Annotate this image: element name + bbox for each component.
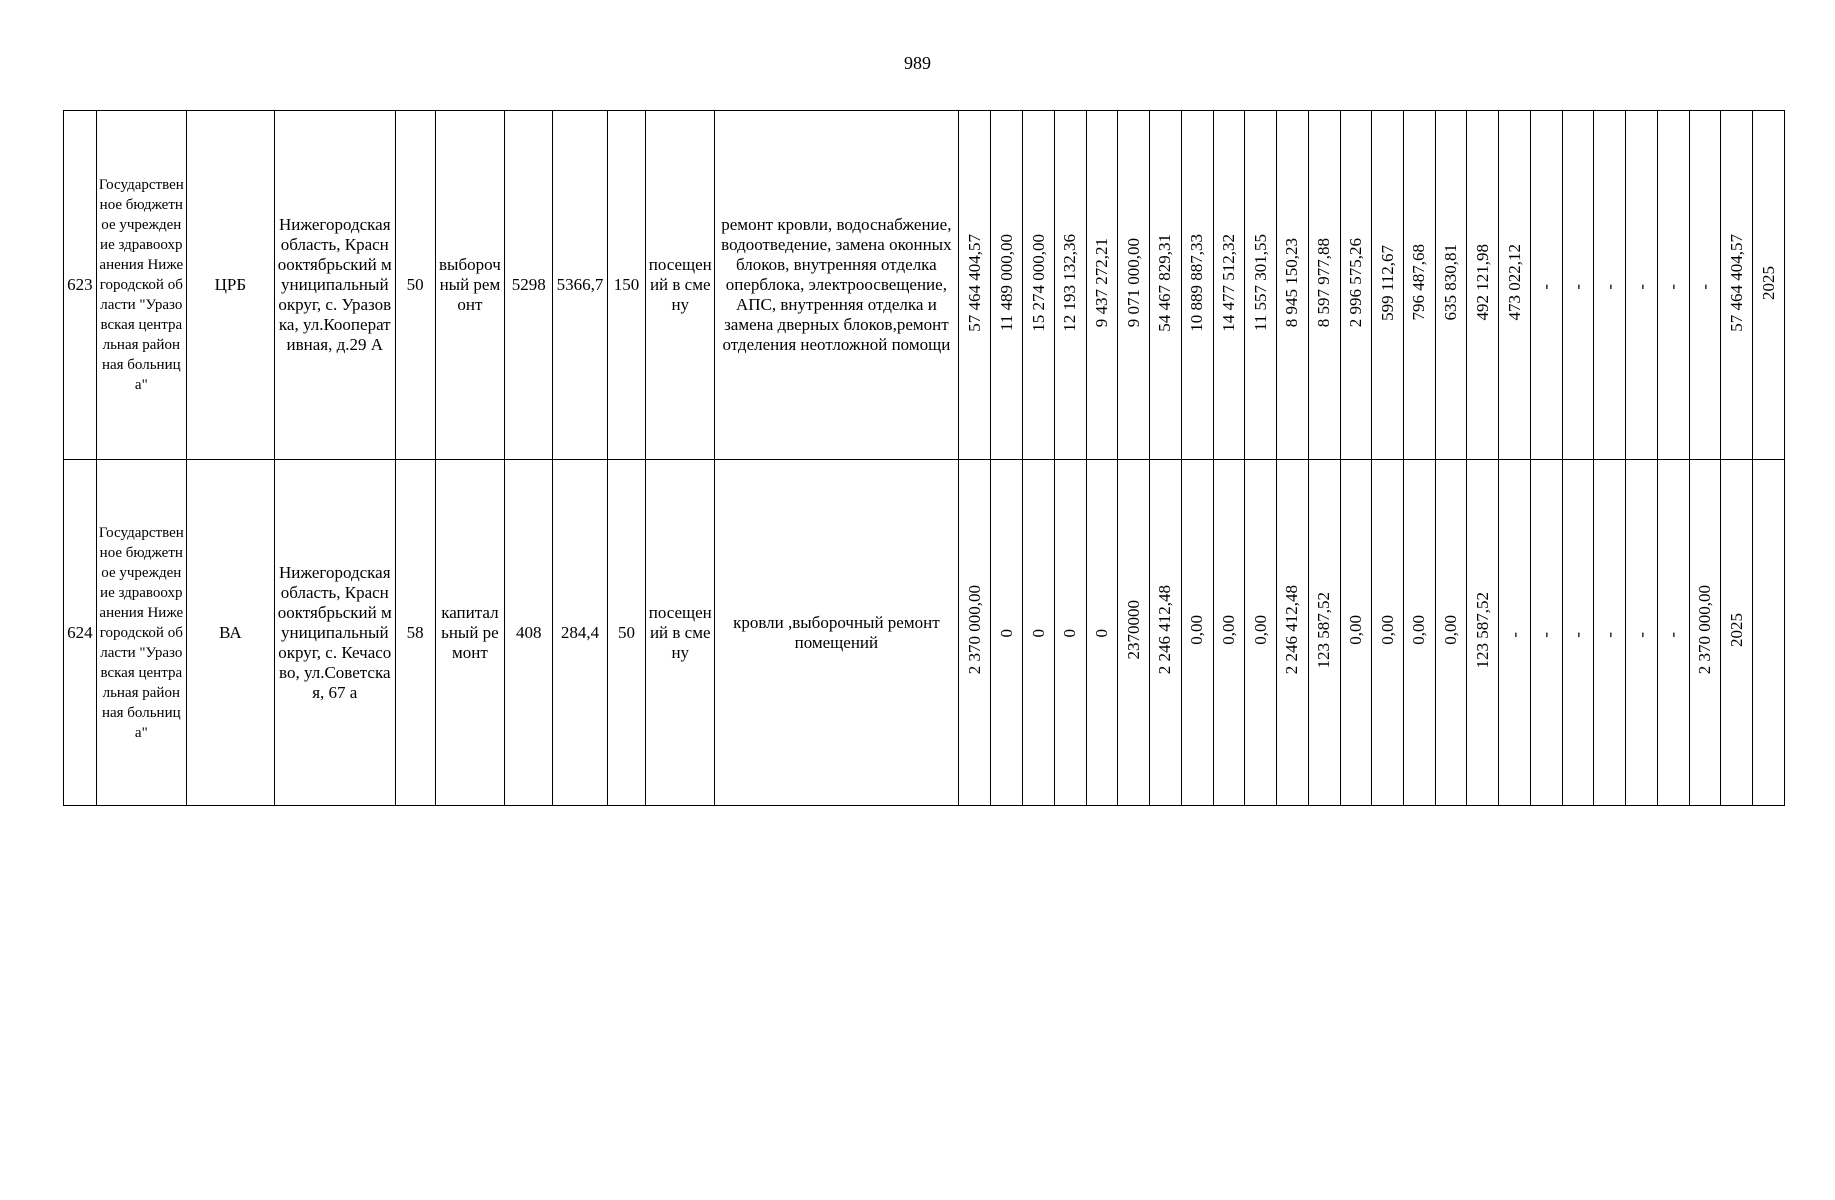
amount-value: 9 071 000,00 xyxy=(1123,237,1143,328)
amount-value: - xyxy=(1568,284,1588,290)
object-type: ЦРБ xyxy=(214,275,247,294)
object-type-cell xyxy=(186,460,274,806)
amount-cell xyxy=(958,460,991,806)
amount-cell xyxy=(1118,460,1150,806)
value-b-cell xyxy=(505,111,553,460)
value-b-cell xyxy=(505,460,553,806)
organization-name: Государственное бюджетное учреждение здравоохранения Нижегородской области "Уразовская центральная районная больница" xyxy=(98,177,184,393)
amount-cell xyxy=(958,111,991,460)
amount-cell xyxy=(991,460,1023,806)
amount-cell xyxy=(1657,111,1689,460)
amount-value: 0,00 xyxy=(1250,615,1270,645)
amount-value: 0 xyxy=(996,629,1016,638)
amount-value: 11 557 301,55 xyxy=(1250,233,1270,332)
amount-value: 0,00 xyxy=(1441,615,1461,645)
value-c: 5366,7 xyxy=(556,275,604,294)
amount-cell xyxy=(1277,460,1309,806)
amount-value: 635 830,81 xyxy=(1441,244,1461,321)
amount-value: 2 370 000,00 xyxy=(964,585,984,675)
amount-cell xyxy=(1308,460,1340,806)
works-description: кровли ,выборочный ремонт помещений xyxy=(733,612,940,652)
amount-cell xyxy=(991,111,1023,460)
organization-name-cell xyxy=(96,460,186,806)
amount-cell xyxy=(1308,111,1340,460)
amount-value: 0,00 xyxy=(1218,615,1238,645)
repair-type: капитальный ремонт xyxy=(441,602,499,662)
amount-value: 2 246 412,48 xyxy=(1155,585,1175,675)
value-d-cell xyxy=(607,111,646,460)
amount-value: - xyxy=(1504,631,1524,638)
amount-cell xyxy=(1277,111,1309,460)
address: Нижегородская область, Краснооктябрьский муниципальный округ, с. Кечасово, ул.Советская, 67 а xyxy=(277,562,392,702)
amount-value: - xyxy=(1536,631,1556,638)
amount-cell xyxy=(1340,460,1372,806)
amount-cell xyxy=(1753,111,1785,460)
organization-name: Государственное бюджетное учреждение здравоохранения Нижегородской области "Уразовская центральная районная больница" xyxy=(98,524,184,741)
amount-value: 10 889 887,33 xyxy=(1187,233,1207,332)
address-cell xyxy=(274,111,395,460)
value-b: 408 xyxy=(516,622,542,642)
row-number-cell xyxy=(64,460,97,806)
amount-cell xyxy=(1245,111,1277,460)
amount-value: 11 489 000,00 xyxy=(996,233,1016,332)
works-description-cell xyxy=(715,111,959,460)
amount-value: 123 587,52 xyxy=(1472,591,1492,669)
value-d: 50 xyxy=(618,622,635,642)
amount-cell xyxy=(1562,460,1594,806)
amount-value: 0,00 xyxy=(1345,615,1365,645)
amount-cell xyxy=(1594,460,1626,806)
amount-cell xyxy=(1372,460,1404,806)
value-c: 284,4 xyxy=(560,622,600,642)
address-cell xyxy=(274,460,395,806)
amount-cell xyxy=(1689,460,1721,806)
amount-value: 8 597 977,88 xyxy=(1314,237,1334,328)
amount-cell xyxy=(1181,460,1213,806)
amount-value: 2025 xyxy=(1726,613,1746,647)
amount-value: - xyxy=(1694,284,1714,290)
amount-cell xyxy=(1626,111,1658,460)
amount-cell xyxy=(1372,111,1404,460)
amount-cell xyxy=(1467,111,1499,460)
data-table xyxy=(63,110,1785,806)
amount-value: 0,00 xyxy=(1409,615,1429,645)
capacity-unit-cell xyxy=(646,460,715,806)
amount-cell xyxy=(1404,111,1436,460)
amount-value: 492 121,98 xyxy=(1472,244,1492,321)
repair-type-cell xyxy=(435,111,505,460)
amount-value: - xyxy=(1599,631,1619,638)
amount-value: - xyxy=(1536,284,1556,290)
amount-cell xyxy=(1245,460,1277,806)
amount-cell xyxy=(1023,460,1055,806)
value-d: 150 xyxy=(613,275,640,294)
table-row xyxy=(64,111,1785,460)
works-description-cell xyxy=(715,460,959,806)
amount-value: 54 467 829,31 xyxy=(1155,233,1175,332)
amount-cell xyxy=(1086,111,1118,460)
amount-value: 2 370 000,00 xyxy=(1694,585,1714,675)
value-c-cell xyxy=(553,460,607,806)
amount-value: - xyxy=(1631,284,1651,290)
amount-value: 2370000 xyxy=(1123,600,1143,660)
amount-cell xyxy=(1721,460,1753,806)
amount-value: 57 464 404,57 xyxy=(1726,233,1746,332)
value-c-cell xyxy=(553,111,607,460)
row-number: 623 xyxy=(67,275,93,294)
amount-cell xyxy=(1118,111,1150,460)
amount-value: 12 193 132,36 xyxy=(1060,233,1080,332)
amount-value: - xyxy=(1568,631,1588,638)
value-d-cell xyxy=(607,460,646,806)
row-number: 624 xyxy=(67,622,93,642)
amount-cell xyxy=(1530,111,1562,460)
amount-cell xyxy=(1181,111,1213,460)
amount-cell xyxy=(1054,111,1086,460)
amount-cell xyxy=(1404,460,1436,806)
table-row xyxy=(64,460,1785,806)
repair-type-cell xyxy=(435,460,505,806)
amount-cell xyxy=(1594,111,1626,460)
value-a-cell xyxy=(395,111,435,460)
value-a: 50 xyxy=(406,275,424,294)
amount-value: 796 487,68 xyxy=(1409,244,1429,321)
amount-value: 15 274 000,00 xyxy=(1028,233,1048,332)
address: Нижегородская область, Краснооктябрьский муниципальный округ, с. Уразовка, ул.Кооперативная, д.29 А xyxy=(277,215,392,354)
capacity-unit-cell xyxy=(646,111,715,460)
amount-value: 0 xyxy=(1060,629,1080,638)
amount-cell xyxy=(1753,460,1785,806)
amount-value: - xyxy=(1631,631,1651,638)
amount-value: 2 246 412,48 xyxy=(1282,585,1302,675)
row-number-cell xyxy=(64,111,97,460)
amount-cell xyxy=(1721,111,1753,460)
amount-value: 0 xyxy=(1028,629,1048,638)
repair-type: выборочный ремонт xyxy=(439,255,501,314)
amount-value: 8 945 150,23 xyxy=(1282,237,1302,328)
amount-cell xyxy=(1213,111,1245,460)
amount-cell xyxy=(1023,111,1055,460)
amount-value: 0,00 xyxy=(1187,615,1207,645)
amount-value: 9 437 272,21 xyxy=(1092,237,1112,328)
value-b: 5298 xyxy=(511,275,546,294)
amount-cell xyxy=(1689,111,1721,460)
amount-cell xyxy=(1340,111,1372,460)
page-number: 989 xyxy=(904,53,931,73)
amount-cell xyxy=(1499,460,1531,806)
amount-value: 123 587,52 xyxy=(1314,591,1334,669)
amount-value: 599 112,67 xyxy=(1377,244,1397,321)
organization-name-cell xyxy=(96,111,186,460)
amount-cell xyxy=(1530,460,1562,806)
amount-cell xyxy=(1150,460,1182,806)
amount-cell xyxy=(1499,111,1531,460)
amount-cell xyxy=(1435,460,1467,806)
amount-cell xyxy=(1086,460,1118,806)
capacity-unit: посещений в смену xyxy=(648,255,712,314)
amount-cell xyxy=(1435,111,1467,460)
amount-value: 2025 xyxy=(1758,265,1778,300)
amount-value: 14 477 512,32 xyxy=(1218,233,1238,332)
amount-cell xyxy=(1562,111,1594,460)
amount-cell xyxy=(1657,460,1689,806)
amount-cell xyxy=(1626,460,1658,806)
amount-value: - xyxy=(1599,284,1619,290)
value-a: 58 xyxy=(406,622,424,642)
amount-cell xyxy=(1467,460,1499,806)
amount-cell xyxy=(1213,460,1245,806)
works-description: ремонт кровли, водоснабжение, водоотведение, замена оконных блоков, внутренняя отделка оперблока, электроосвещение, АПС, внутренняя отделка и замена дверных блоков,ремонт отделения неотложной помощи xyxy=(721,215,952,354)
amount-value: 473 022,12 xyxy=(1504,244,1524,321)
value-a-cell xyxy=(395,460,435,806)
capacity-unit: посещений в смену xyxy=(648,602,712,662)
amount-value: 0 xyxy=(1092,629,1112,638)
amount-cell xyxy=(1054,460,1086,806)
amount-value: 0,00 xyxy=(1377,615,1397,645)
amount-value: - xyxy=(1663,631,1683,638)
amount-cell xyxy=(1150,111,1182,460)
object-type-cell xyxy=(186,111,274,460)
amount-value: 57 464 404,57 xyxy=(964,233,984,332)
object-type: ВА xyxy=(219,622,242,642)
amount-value: 2 996 575,26 xyxy=(1345,237,1365,328)
amount-value: - xyxy=(1663,284,1683,290)
